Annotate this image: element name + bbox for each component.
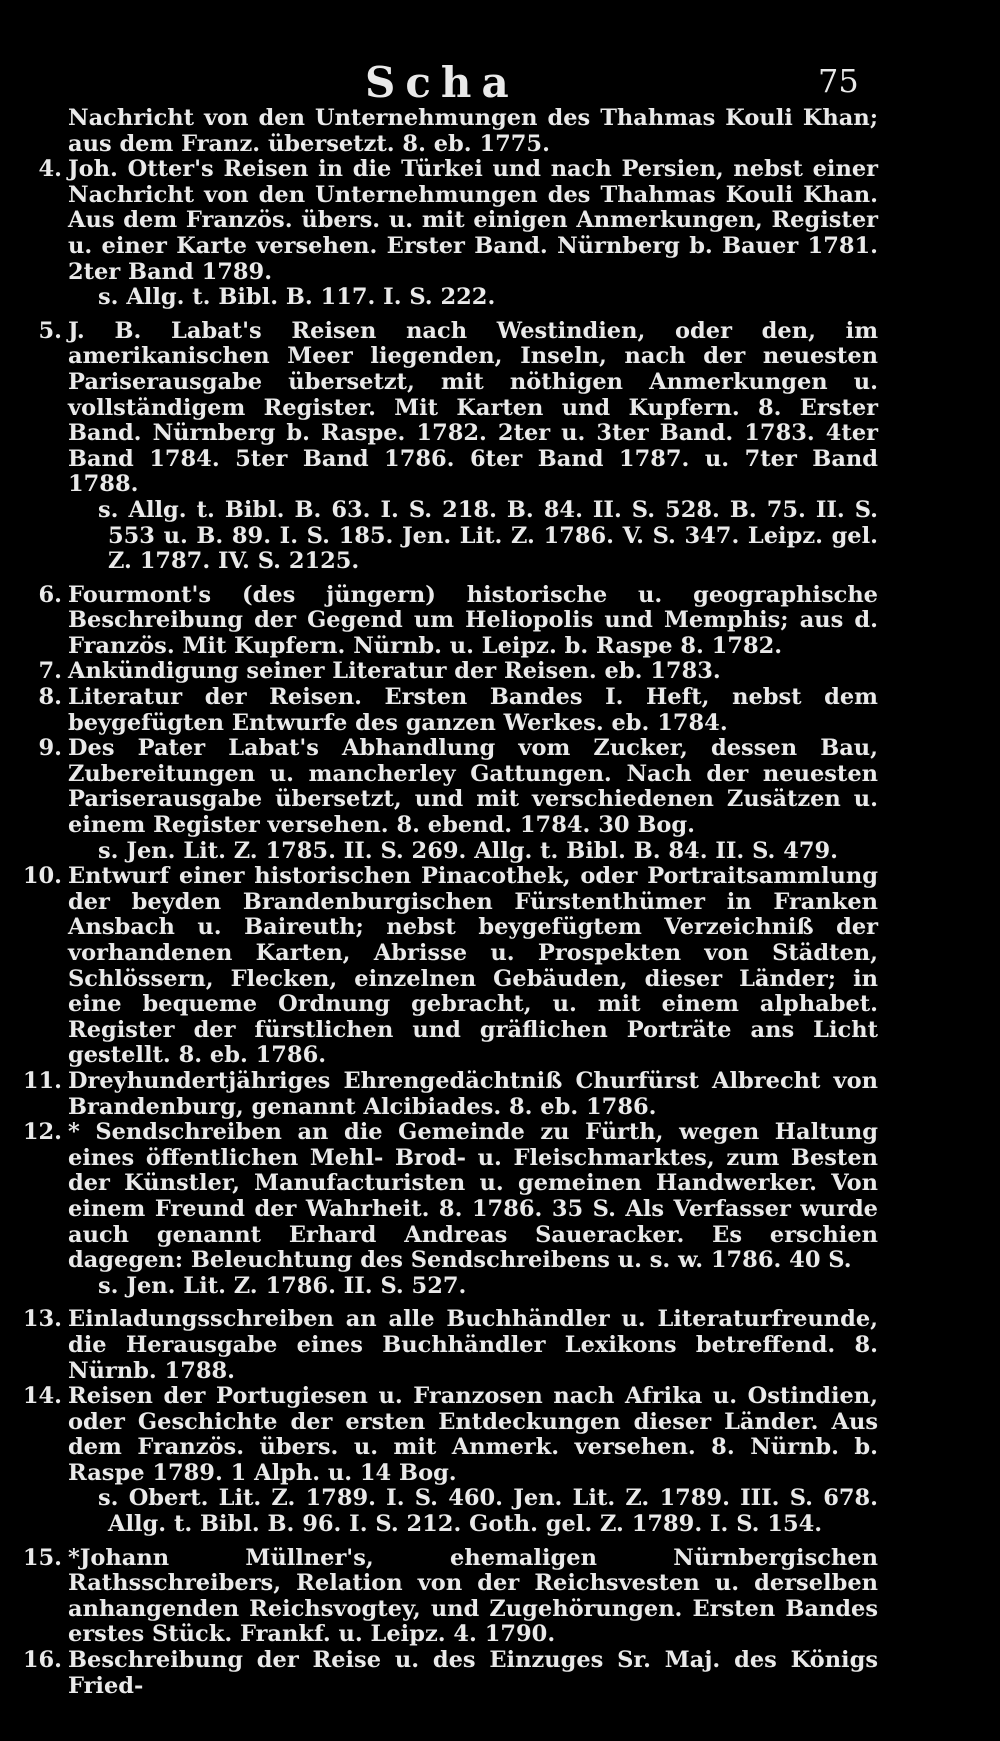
entry-text: Entwurf einer historischen Pinacothek, oder Portraitsammlung der beyden Brandenburgischen Fürstenthümer in Franken Ansbach u. Baireuth; nebst beygefügtem Verzeichniß der vorhandenen Karten, Abrisse u. Prospekten von Städten, Schlössern, Flecken, einzelnen Gebäuden, dieser Länder; in eine bequeme Ordnung gebracht, u. mit einem alphabet. Register der fürstlichen und gräflichen Porträte ans Licht gestellt. 8. eb. 1786. xyxy=(68,863,878,1069)
entry-reference: s. Jen. Lit. Z. 1786. II. S. 527. xyxy=(98,1272,467,1299)
entry-5 xyxy=(0,319,1000,575)
entry-number: 10. xyxy=(22,863,62,890)
entry-7 xyxy=(0,659,1000,685)
entry-number: 7. xyxy=(38,658,62,685)
entry-number: 8. xyxy=(38,684,62,711)
entry-10 xyxy=(0,864,1000,1069)
entry-number: 13. xyxy=(22,1306,62,1333)
entry-text: J. B. Labat's Reisen nach Westindien, oder den, im amerikanischen Meer liegenden, Inseln, nach der neuesten Pariserausgabe übersetzt, mit nöthigen Anmerkungen u. vollständigem Register. Mit Karten und Kupfern. 8. Erster Band. Nürnberg b. Raspe. 1782. 2ter u. 3ter Band. 1783. 4ter Band 1784. 5ter Band 1786. 6ter Band 1787. u. 7ter Band 1788. xyxy=(68,317,878,498)
entry-continued xyxy=(0,106,1000,157)
running-head: Scha xyxy=(365,58,519,107)
entry-number: 16. xyxy=(22,1647,62,1674)
entry-14 xyxy=(0,1384,1000,1538)
entry-number: 14. xyxy=(22,1383,62,1410)
entry-number: 6. xyxy=(38,581,62,608)
entry-text: Fourmont's (des jüngern) historische u. geographische Beschreibung der Gegend um Heliopolis und Memphis; aus d. Französ. Mit Kupfern. Nürnb. u. Leipz. b. Raspe 8. 1782. xyxy=(68,581,878,659)
entry-number: 5. xyxy=(38,317,62,344)
entry-6 xyxy=(0,583,1000,660)
entry-text: *Johann Müllner's, ehemaligen Nürnbergischen Rathsschreibers, Relation von der Reichsvesten u. derselben anhangenden Reichsvogtey, und Zugehörungen. Ersten Bandes erstes Stück. Frankf. u. Leipz. 4. 1790. xyxy=(68,1544,878,1648)
entry-text: Nachricht von den Unternehmungen des Thahmas Kouli Khan; aus dem Franz. übersetzt. 8. eb. 1775. xyxy=(68,105,878,157)
entry-text: Einladungsschreiben an alle Buchhändler u. Literaturfreunde, die Herausgabe eines Buchhändler Lexikons betreffend. 8. Nürnb. 1788. xyxy=(68,1306,878,1384)
entry-reference: s. Obert. Lit. Z. 1789. I. S. 460. Jen. Lit. Z. 1789. III. S. 678. Allg. t. Bibl. B. 96. I. S. 212. Goth. gel. Z. 1789. I. S. 154. xyxy=(98,1485,878,1538)
entry-number: 9. xyxy=(38,735,62,762)
entry-12 xyxy=(0,1120,1000,1299)
entry-text: Des Pater Labat's Abhandlung vom Zucker, dessen Bau, Zubereitungen u. mancherley Gattungen. Nach der neuesten Pariserausgabe übersetzt, und mit verschiedenen Zusätzen u. einem Register versehen. 8. ebend. 1784. 30 Bog. xyxy=(68,735,878,839)
entry-number: 11. xyxy=(22,1067,62,1094)
entry-4 xyxy=(0,157,1000,311)
entry-number: 15. xyxy=(22,1544,62,1571)
entry-reference: s. Allg. t. Bibl. B. 117. I. S. 222. xyxy=(98,284,496,311)
entry-text: Joh. Otter's Reisen in die Türkei und nach Persien, nebst einer Nachricht von den Unternehmungen des Thahmas Kouli Khan. Aus dem Französ. übers. u. mit einigen Anmerkungen, Register u. einer Karte versehen. Erster Band. Nürnberg b. Bauer 1781. 2ter Band 1789. xyxy=(68,156,878,285)
entry-16 xyxy=(0,1648,1000,1699)
entry-8 xyxy=(0,685,1000,736)
entry-11 xyxy=(0,1069,1000,1120)
entry-reference: s. Allg. t. Bibl. B. 63. I. S. 218. B. 84. II. S. 528. B. 75. II. S. 553 u. B. 89. I. S. 185. Jen. Lit. Z. 1786. V. S. 347. Leipz. gel. Z. 1787. IV. S. 2125. xyxy=(98,496,878,575)
entry-text: * Sendschreiben an die Gemeinde zu Fürth, wegen Haltung eines öffentlichen Mehl- Brod- u. Fleischmarktes, zum Besten der Künstler, Manufacturisten u. gemeinen Handwerker. Von einem Freund der Wahrheit. 8. 1786. 35 S. Als Verfasser wurde auch genannt Erhard Andreas Saueracker. Es erschien dagegen: Beleuchtung des Sendschreibens u. s. w. 1786. 40 S. xyxy=(68,1119,878,1274)
entry-text: Dreyhundertjähriges Ehrengedächtniß Churfürst Albrecht von Brandenburg, genannt Alcibiades. 8. eb. 1786. xyxy=(68,1067,878,1120)
entry-reference: s. Jen. Lit. Z. 1785. II. S. 269. Allg. t. Bibl. B. 84. II. S. 479. xyxy=(98,837,839,864)
entry-text: Ankündigung seiner Literatur der Reisen. eb. 1783. xyxy=(68,658,721,685)
entry-number: 4. xyxy=(38,156,62,183)
entry-text: Literatur der Reisen. Ersten Bandes I. Heft, nebst dem beygefügten Entwurfe des ganzen Werkes. eb. 1784. xyxy=(68,684,878,736)
entry-15 xyxy=(0,1546,1000,1648)
page-header xyxy=(0,58,1000,108)
entry-number: 12. xyxy=(22,1119,62,1146)
entry-13 xyxy=(0,1307,1000,1384)
entry-list xyxy=(0,106,1000,1699)
entry-9 xyxy=(0,736,1000,864)
entry-text: Beschreibung der Reise u. des Einzuges Sr. Maj. des Königs Fried- xyxy=(68,1647,878,1699)
page-number: 75 xyxy=(818,62,859,100)
entry-text: Reisen der Portugiesen u. Franzosen nach Afrika u. Ostindien, oder Geschichte der ersten Entdeckungen dieser Länder. Aus dem Französ. übers. u. mit Anmerk. versehen. 8. Nürnb. b. Raspe 1789. 1 Alph. u. 14 Bog. xyxy=(68,1383,878,1486)
